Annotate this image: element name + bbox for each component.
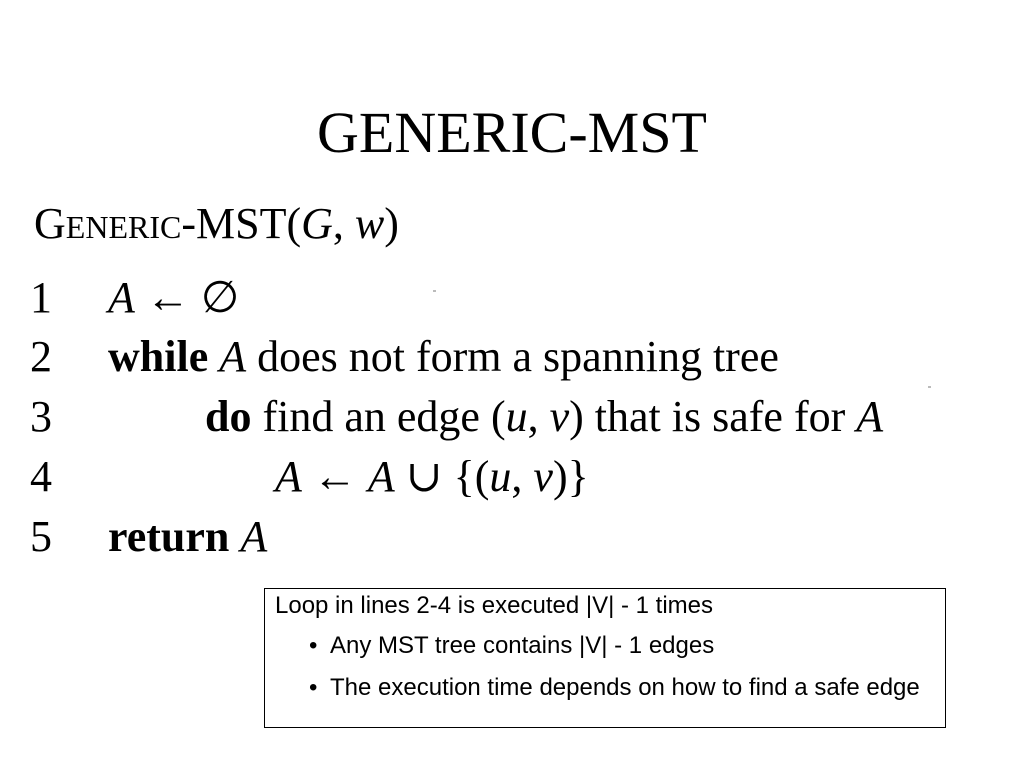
algorithm-header [34,196,399,255]
code-variable: A [275,452,302,501]
code-variable: A [108,273,135,322]
bullet-symbol: • [309,674,318,701]
bullet-text: The execution time depends on how to find a safe edge [330,674,920,701]
code-variable: v [549,392,570,441]
note-main-text: Loop in lines 2-4 is executed |V| - 1 times [275,592,714,619]
code-variable: u [505,392,528,441]
algorithm-param-separator: , [332,199,355,248]
scan-speck [433,290,436,292]
code-segment: , [527,392,550,441]
code-variable: A [367,452,395,501]
code-segment: )} [552,452,589,501]
code-segment: , [511,452,534,501]
algorithm-name-smallcaps: ENERIC [65,209,182,245]
code-segment: find an edge ( [251,392,506,441]
line-number: 2 [30,332,52,381]
code-variable: A [856,392,884,441]
code-variable: A [240,512,268,561]
code-segment [208,332,219,381]
code-text [108,329,779,385]
slide-title: GENERIC-MST [317,100,707,165]
code-segment: ← ∅ [134,273,240,322]
algorithm-name-close: ) [384,199,399,248]
code-variable: A [219,332,247,381]
code-segment: ) that is safe for [569,392,857,441]
bullet-text: Any MST tree contains |V| - 1 edges [330,632,715,659]
code-text [205,389,883,445]
algorithm-name-initial: G [34,199,66,248]
algorithm-name-rest: -MST( [181,199,302,248]
line-number: 5 [30,512,52,561]
line-number: 4 [30,452,52,501]
line-number: 3 [30,392,52,441]
code-segment: ∪ {( [394,452,490,501]
line-number: 1 [30,273,52,322]
code-text [108,509,267,565]
algorithm-param-g: G [301,199,333,248]
algorithm-param-w: w [354,199,385,248]
code-segment: ← [301,452,368,501]
code-keyword: while [108,332,209,381]
code-variable: u [489,452,512,501]
code-segment: does not form a spanning tree [246,332,779,381]
code-text [108,270,239,326]
code-keyword: return [108,512,230,561]
code-text [275,449,589,505]
code-keyword: do [205,392,252,441]
bullet-symbol: • [309,632,318,659]
note-box [264,588,946,728]
code-variable: v [533,452,553,501]
scan-speck [928,386,931,388]
code-segment [229,512,240,561]
